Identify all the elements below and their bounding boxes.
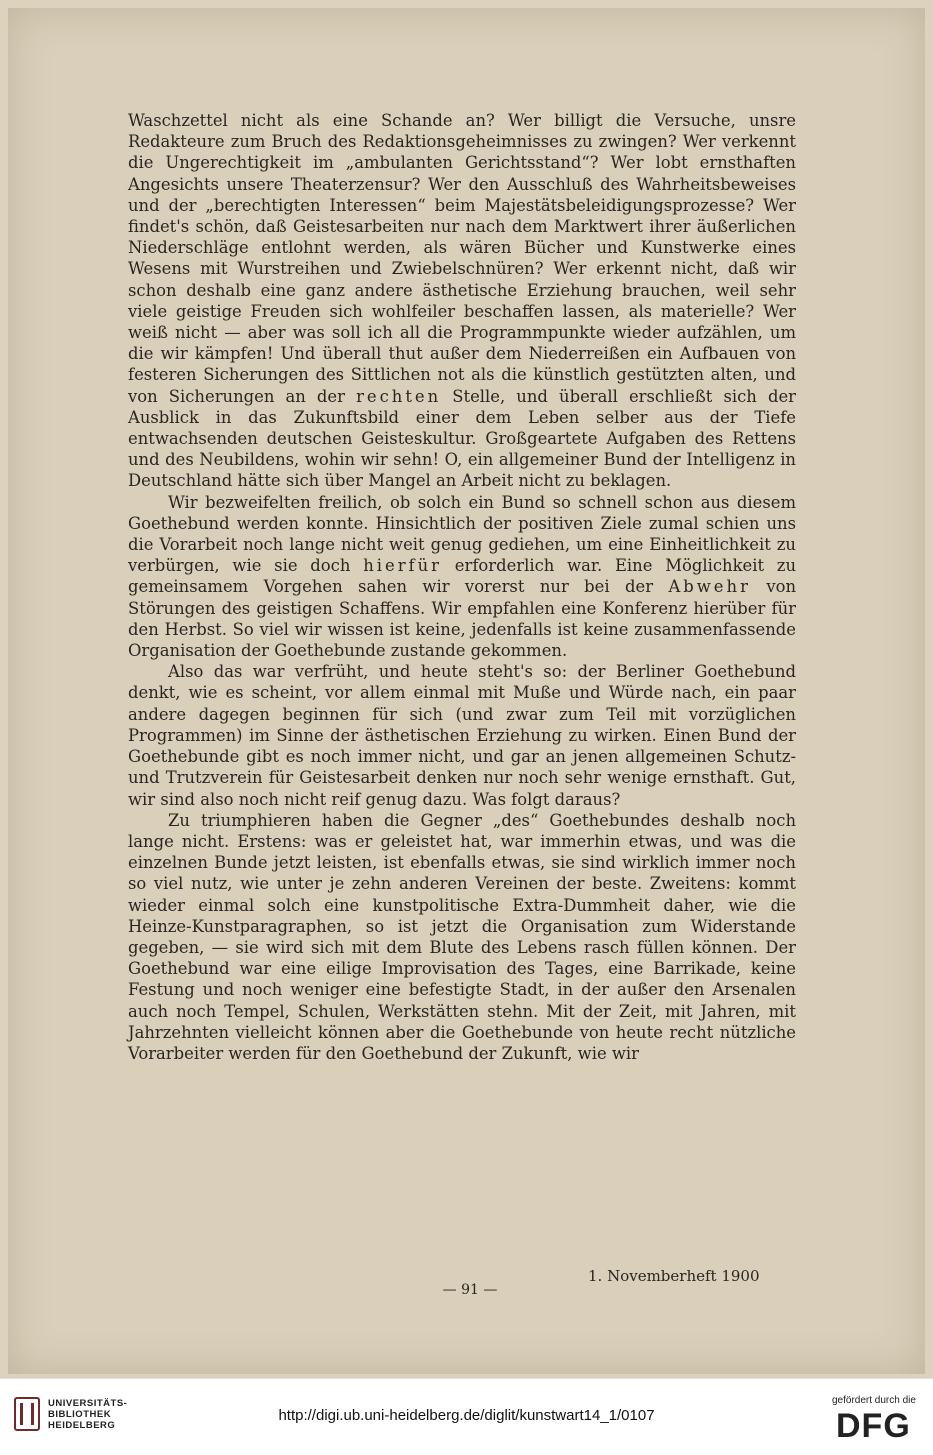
text-run: von Störungen des geistigen Schaffens. Wir empfahlen eine Konferenz hierüber für den Herbst. So viel wir wissen ist keine, jedenfalls ist keine zusammenfassende Organisation der Goethebunde zustande gekommen. — [128, 577, 796, 661]
library-line-2: BIBLIOTHEK — [48, 1409, 112, 1420]
library-line-3: HEIDELBERG — [48, 1420, 116, 1431]
dfg-logo: DFG — [836, 1407, 911, 1445]
text-run: Stelle, und überall erschließt sich der Ausblick in das Zukunftsbild einer dem Leben selber aus der Tiefe entwachsenden deutschen Geisteskultur. Großgeartete Aufgaben des Rettens und des Neubildens, wohin wir sehn! O, ein allgemeiner Bund der Intelligenz in Deutschland hätte sich über Mangel an Arbeit nicht zu beklagen. — [128, 386, 796, 491]
permalink-url[interactable]: http://digi.ub.uni-heidelberg.de/diglit/kunstwart14_1/0107 — [278, 1407, 655, 1424]
paragraph-3: Also das war verfrüht, und heute steht's so: der Berliner Goethebund denkt, wie es scheint, vor allem einmal mit Muße und Würde nach, ein paar andere dagegen beginnen für sich (und zwar zum Teil mit vorzüglichen Programmen) im Sinne der ästhetischen Erziehung zu wirken. Einen Bund der Goethebunde gibt es noch immer nicht, und gar an jenen allgemeinen Schutz- und Trutzverein für Geistesarbeit denken nur noch sehr wenige ernsthaft. Gut, wir sind also noch nicht reif genug dazu. Was folgt daraus? — [128, 662, 796, 809]
footer-bar — [0, 1378, 933, 1455]
library-line-1: UNIVERSITÄTS- — [48, 1398, 128, 1409]
spaced-word: Abwehr — [668, 577, 751, 597]
text-run: Waschzettel nicht als eine Schande an? Wer billigt die Versuche, unsre Redakteure zum Bruch des Redaktionsgeheimnisses zu zwingen? Wer verkennt die Ungerechtigkeit im „ambulanten Gerichtsstand“? Wer lobt ernsthaften Angesichts unsere Theaterzensur? Wer den Ausschluß des Wahrheitsbeweises und der „berechtigten Interessen“ beim Majestätsbeleidigungsprozesse? Wer findet's schön, daß Geistesarbeiten nur nach dem Marktwert ihrer äußerlichen Niederschläge entlohnt werden, als wären Bücher und Kunstwerke eines Wesens mit Wurstreihen und Zwiebelschnüren? Wer erkennt nicht, daß wir schon deshalb eine ganz andere ästhetische Erziehung brauchen, weil sehr viele geistige Freuden sich wohlfeiler beschaffen lassen, als materielle? Wer weiß nicht — aber was soll ich all die Programmpunkte wieder aufzählen, um die wir kämpfen! Und überall thut außer dem Niederreißen ein Aufbauen von festeren Sicherungen des Sittlichen not als die künstlich gestützten alten, und von Sicherungen an der — [128, 111, 796, 406]
text-run: Wir bezweifelten freilich, ob solch ein Bund so schnell schon aus diesem Goethebund werden konnte. Hinsichtlich der positiven Ziele zumal schien uns die Vorarbeit noch lange nicht weit genug gediehen, um eine Einheitlichkeit zu verbürgen, wie sie doch — [128, 492, 796, 576]
page-number: — 91 — — [442, 1282, 498, 1298]
paragraph-4: Zu triumphieren haben die Gegner „des“ Goethebundes deshalb noch lange nicht. Erstens: was er geleistet hat, war immerhin etwas, und was die einzelnen Bunde jetzt leisten, ist ebenfalls etwas, sie sind wirklich immer noch so viel nutz, wie unter je zehn anderen Vereinen der beste. Zweitens: kommt wieder einmal solch eine kunstpolitische Extra-Dummheit daher, wie die Heinze-Kunstparagraphen, so ist jetzt die Organisation zum Widerstande gegeben, — sie wird sich mit dem Blute des Lebens rasch füllen können. Der Goethebund war eine eilige Improvisation des Tages, eine Barrikade, keine Festung und noch weniger eine befestigte Stadt, in der außer den Arsenalen auch noch Tempel, Schulen, Werkstätten stehn. Mit der Zeit, mit Jahren, mit Jahrzehnten vielleicht können aber die Goethebunde von heute recht nützliche Vorarbeiter werden für den Goethebund der Zukunft, wie wir — [128, 810, 796, 1063]
funded-by-label: gefördert durch die — [832, 1395, 916, 1406]
text-run: erforderlich war. Eine Möglichkeit zu gemeinsamem Vorgehen sahen wir vorerst nur bei der — [128, 556, 796, 597]
issue-line: 1. Novemberheft 1900 — [588, 1267, 760, 1285]
paragraph-1 — [128, 110, 796, 492]
paragraph-2 — [128, 492, 796, 662]
spaced-word: hierfür — [363, 556, 442, 576]
page-body-text — [128, 110, 796, 1064]
spaced-word: rechten — [356, 386, 442, 406]
